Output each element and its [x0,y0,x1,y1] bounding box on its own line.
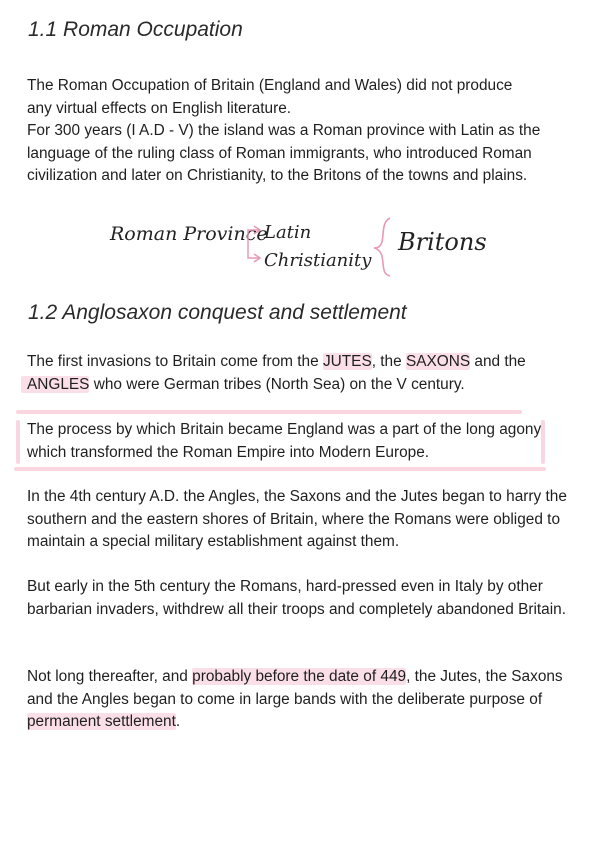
highlight-date-449: probably before the date of 449 [192,668,407,685]
section-2-paragraph-1 [27,351,572,396]
section-1-heading: 1.1 Roman Occupation [28,18,243,41]
highlight-saxons: SAXONS [405,353,471,370]
text-run: and the [470,353,526,370]
box-border-top [16,410,522,414]
note-latin: Latin [264,222,312,243]
paragraph-line: The Roman Occupation of Britain (England and Wales) did not produce [27,77,513,94]
section-2-paragraph-3: In the 4th century A.D. the Angles, the Saxons and the Jutes began to harry the southern and the eastern shores of Britain, where the Romans were obliged to maintain a special military establishment against them. [27,488,567,550]
section-2-paragraph-5 [27,666,572,734]
text-run: , the Jutes, the Saxons and the Angles began to come in large bands with the deliberate purpose of [27,668,563,708]
text-run: , the [371,353,406,370]
box-border-left [16,420,20,464]
paragraph-line: any virtual effects on English literature. [27,99,292,117]
box-border-bottom [14,467,546,471]
handwritten-annotation [100,212,500,278]
text-run: The first invasions to Britain come from the [27,353,323,370]
note-britons: Britons [398,228,487,256]
section-1-paragraph-1 [27,75,572,120]
highlight-jutes: JUTES [322,353,372,370]
note-roman-province: Roman Province [110,223,268,245]
note-christianity: Christianity [264,250,372,271]
highlight-permanent-settlement: permanent settlement [27,713,176,730]
brace-icon [374,218,390,276]
highlight-angles: ANGLES [21,376,89,393]
section-2-boxed-paragraph: The process by which Britain became England was a part of the long agony which transformed the Roman Empire into Modern Europe. [27,421,542,461]
text-run: who were German tribes (North Sea) on the V century. [89,375,465,393]
section-2-paragraph-4: But early in the 5th century the Romans, hard-pressed even in Italy by other barbarian invaders, withdrew all their troops and completely abandoned Britain. [27,578,566,618]
text-run: Not long thereafter, and [27,668,193,685]
section-1-paragraph-2: For 300 years (I A.D - V) the island was a Roman province with Latin as the language of the ruling class of Roman immigrants, who introduced Roman civilization and later on Christianity, to the Britons of the towns and plains. [27,122,541,184]
text-run: . [175,713,181,730]
section-2-heading: 1.2 Anglosaxon conquest and settlement [28,301,407,324]
